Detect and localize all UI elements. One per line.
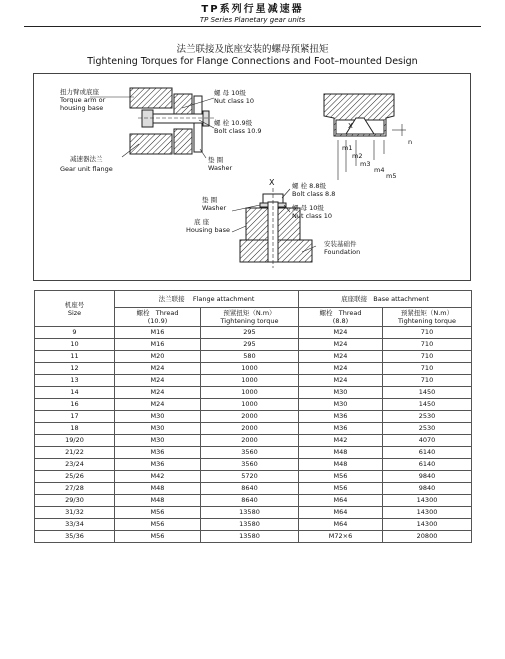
flange-torque-cell: 13580 — [201, 531, 299, 543]
flange-thread-cell: M56 — [115, 507, 201, 519]
base-thread-cell: M48 — [299, 459, 383, 471]
flange-torque-cell: 295 — [201, 327, 299, 339]
base-thread-cell: M64 — [299, 495, 383, 507]
washer-label-cn: 垫 圈 — [208, 156, 224, 164]
base-torque-cell: 14300 — [383, 507, 472, 519]
base-thread-class: (8.8) — [332, 317, 349, 325]
base-torque-cell: 9840 — [383, 471, 472, 483]
housing-base-label-en2: Housing base — [186, 226, 230, 234]
flange-torque-header — [201, 308, 299, 327]
table-row — [35, 507, 472, 519]
table-row — [35, 387, 472, 399]
base-group-en: Base attachment — [373, 295, 429, 303]
flange-group-header — [115, 291, 299, 308]
foot-x-mark: X — [348, 122, 353, 130]
dim-m5: m5 — [386, 172, 397, 180]
flange-torque-cell: 13580 — [201, 519, 299, 531]
table-row — [35, 447, 472, 459]
flange-thread-cell: M16 — [115, 327, 201, 339]
flange-torque-cell: 1000 — [201, 375, 299, 387]
base-thread-cell: M24 — [299, 363, 383, 375]
base-thread-cell: M24 — [299, 351, 383, 363]
flange-thread-en: Thread — [155, 309, 179, 317]
base-torque-cell: 14300 — [383, 519, 472, 531]
base-thread-cell: M24 — [299, 339, 383, 351]
size-cell: 9 — [35, 327, 115, 339]
table-row — [35, 435, 472, 447]
flange-thread-cell: M48 — [115, 495, 201, 507]
base-torque-cell: 6140 — [383, 459, 472, 471]
flange-torque-cell: 2000 — [201, 435, 299, 447]
header-title-en: TP Series Planetary gear units — [199, 16, 306, 24]
bolt-diagram — [33, 73, 471, 281]
table-row — [35, 459, 472, 471]
flange-thread-cell: M24 — [115, 375, 201, 387]
nut-label-en: Nut class 10 — [214, 97, 255, 105]
flange-label-cn: 减速器法兰 — [70, 155, 103, 163]
flange-thread-cell: M30 — [115, 435, 201, 447]
foot-washer-label-cn: 垫 圈 — [202, 196, 218, 204]
flange-torque-cell: 295 — [201, 339, 299, 351]
flange-torque-en: Tightening torque — [220, 317, 279, 325]
housing-base-label-cn: 底 座 — [194, 218, 210, 226]
table-row — [35, 411, 472, 423]
foundation-label-en: Foundation — [324, 248, 361, 256]
foot-bolt-label-en: Bolt class 8.8 — [292, 190, 336, 198]
flange-torque-cell: 8640 — [201, 483, 299, 495]
flange-torque-cell: 2000 — [201, 423, 299, 435]
flange-torque-cn: 预紧扭矩（N.m） — [223, 309, 276, 317]
base-thread-header — [299, 308, 383, 327]
base-thread-cell: M36 — [299, 411, 383, 423]
table-row — [35, 519, 472, 531]
dim-m3: m3 — [360, 160, 371, 168]
size-header-cn: 机座号 — [64, 300, 85, 309]
size-cell: 27/28 — [35, 483, 115, 495]
base-torque-cell: 2530 — [383, 411, 472, 423]
flange-thread-cell: M16 — [115, 339, 201, 351]
base-torque-cell: 710 — [383, 327, 472, 339]
flange-thread-cn: 螺栓 — [136, 309, 150, 317]
base-torque-header — [383, 308, 472, 327]
base-torque-cell: 20800 — [383, 531, 472, 543]
size-header — [35, 291, 115, 327]
base-torque-cell: 2530 — [383, 423, 472, 435]
flange-torque-cell: 1000 — [201, 387, 299, 399]
base-thread-cell: M24 — [299, 375, 383, 387]
table-row — [35, 495, 472, 507]
flange-thread-cell: M20 — [115, 351, 201, 363]
flange-torque-cell: 2000 — [201, 411, 299, 423]
base-thread-cell: M30 — [299, 399, 383, 411]
header-title-cn: TP系列行星减速器 — [201, 4, 304, 15]
size-cell: 31/32 — [35, 507, 115, 519]
size-cell: 12 — [35, 363, 115, 375]
base-torque-cell: 1450 — [383, 399, 472, 411]
base-thread-cell: M72×6 — [299, 531, 383, 543]
dim-m1: m1 — [342, 144, 353, 152]
size-cell: 11 — [35, 351, 115, 363]
flange-thread-cell: M30 — [115, 411, 201, 423]
size-cell: 25/26 — [35, 471, 115, 483]
bolt-label-en: Bolt class 10.9 — [214, 127, 262, 135]
flange-thread-cell: M42 — [115, 471, 201, 483]
flange-thread-cell: M24 — [115, 387, 201, 399]
header-rule — [24, 26, 481, 27]
flange-group-en: Flange attachment — [192, 295, 255, 303]
base-thread-cell: M48 — [299, 447, 383, 459]
flange-torque-cell: 8640 — [201, 495, 299, 507]
base-thread-cell: M36 — [299, 423, 383, 435]
base-thread-cell: M42 — [299, 435, 383, 447]
flange-thread-cell: M36 — [115, 459, 201, 471]
flange-thread-class: (10.9) — [147, 317, 168, 325]
base-thread-cell: M64 — [299, 519, 383, 531]
size-cell: 14 — [35, 387, 115, 399]
flange-connection-drawing — [90, 88, 216, 158]
size-cell: 21/22 — [35, 447, 115, 459]
flange-thread-cell: M36 — [115, 447, 201, 459]
size-cell: 18 — [35, 423, 115, 435]
base-torque-cell: 1450 — [383, 387, 472, 399]
torque-arm-label-en: Torque arm or — [60, 96, 106, 104]
base-torque-cn: 预紧扭矩（N.m） — [400, 309, 454, 317]
base-group-cn: 底座联接 — [341, 295, 368, 303]
base-thread-cell: M56 — [299, 471, 383, 483]
foot-washer-label-en: Washer — [202, 204, 227, 212]
table-row — [35, 351, 472, 363]
torque-arm-label-cn: 扭力臂或底座 — [60, 88, 99, 96]
detail-x-mark: X — [269, 178, 275, 187]
base-torque-cell: 710 — [383, 375, 472, 387]
size-cell: 19/20 — [35, 435, 115, 447]
flange-torque-cell: 1000 — [201, 363, 299, 375]
table-row — [35, 483, 472, 495]
base-thread-cell: M64 — [299, 507, 383, 519]
nut-label-cn: 螺 母 10级 — [214, 89, 246, 97]
table-row — [35, 423, 472, 435]
size-cell: 13 — [35, 375, 115, 387]
foot-bolt-label-cn: 螺 栓 8.8级 — [292, 182, 326, 190]
washer-label-en: Washer — [208, 164, 233, 172]
section-title-en: Tightening Torques for Flange Connections and Foot–mounted Design — [87, 56, 418, 67]
foot-nut-label-en: Nut class 10 — [292, 212, 333, 220]
flange-thread-cell: M56 — [115, 531, 201, 543]
table-row — [35, 339, 472, 351]
flange-torque-cell: 1000 — [201, 399, 299, 411]
base-group-header — [299, 291, 472, 308]
flange-thread-cell: M24 — [115, 399, 201, 411]
torque-table — [34, 290, 472, 543]
size-cell: 17 — [35, 411, 115, 423]
foot-bolt-drawing — [232, 188, 316, 268]
table-row — [35, 327, 472, 339]
foundation-label-cn: 安装基础件 — [324, 240, 357, 248]
size-header-en: Size — [67, 308, 82, 317]
section-title-cn: 法兰联接及底座安装的螺母预紧扭矩 — [176, 44, 329, 55]
base-torque-cell: 710 — [383, 363, 472, 375]
base-thread-en: Thread — [338, 309, 362, 317]
flange-torque-cell: 580 — [201, 351, 299, 363]
flange-torque-cell: 13580 — [201, 507, 299, 519]
table-row — [35, 399, 472, 411]
base-thread-cell: M30 — [299, 387, 383, 399]
base-torque-en: Tightening torque — [398, 317, 456, 325]
base-torque-cell: 14300 — [383, 495, 472, 507]
size-cell: 29/30 — [35, 495, 115, 507]
flange-thread-cell: M24 — [115, 363, 201, 375]
table-row — [35, 375, 472, 387]
base-torque-cell: 4070 — [383, 435, 472, 447]
table-row — [35, 363, 472, 375]
torque-table-body — [35, 327, 472, 543]
base-thread-cn: 螺栓 — [319, 309, 333, 317]
base-torque-cell: 710 — [383, 339, 472, 351]
bolt-label-cn: 螺 栓 10.9级 — [214, 119, 253, 127]
flange-group-cn: 法兰联接 — [158, 295, 185, 303]
dim-n: n — [408, 138, 413, 146]
size-cell: 10 — [35, 339, 115, 351]
table-row — [35, 531, 472, 543]
flange-thread-cell: M30 — [115, 423, 201, 435]
size-cell: 33/34 — [35, 519, 115, 531]
housing-base-label-en: housing base — [60, 104, 104, 112]
size-cell: 16 — [35, 399, 115, 411]
base-thread-cell: M56 — [299, 483, 383, 495]
flange-thread-cell: M56 — [115, 519, 201, 531]
flange-label-en: Gear unit flange — [60, 165, 113, 173]
dim-m2: m2 — [352, 152, 363, 160]
base-torque-cell: 6140 — [383, 447, 472, 459]
size-cell: 23/24 — [35, 459, 115, 471]
flange-thread-header — [115, 308, 201, 327]
table-row — [35, 471, 472, 483]
base-torque-cell: 9840 — [383, 483, 472, 495]
base-torque-cell: 710 — [383, 351, 472, 363]
flange-torque-cell: 5720 — [201, 471, 299, 483]
flange-torque-cell: 3560 — [201, 459, 299, 471]
dim-m4: m4 — [374, 166, 385, 174]
base-thread-cell: M24 — [299, 327, 383, 339]
foot-nut-label-cn: 螺 母 10级 — [292, 204, 324, 212]
page-header — [0, 4, 505, 25]
flange-torque-cell: 3560 — [201, 447, 299, 459]
size-cell: 35/36 — [35, 531, 115, 543]
flange-thread-cell: M48 — [115, 483, 201, 495]
